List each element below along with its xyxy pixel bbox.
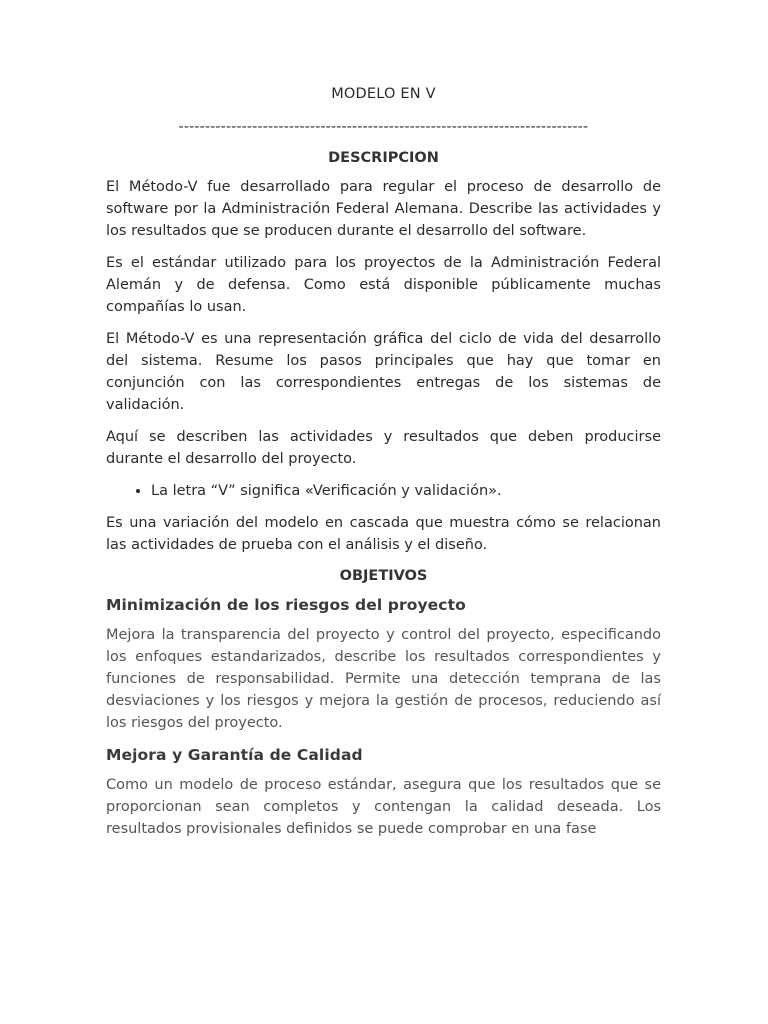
paragraph: El Método-V fue desarrollado para regular el proceso de desarrollo de software por la Administración Federal Alemana. Describe las actividades y los resultados que se producen durante el desarrollo del software. <box>106 179 661 239</box>
subsection-paragraph: Mejora la transparencia del proyecto y control del proyecto, especificando los enfoques estandarizados, describe los resultados correspondientes y funciones de responsabilidad. Permite una detección temprana de las desviaciones y los riesgos y mejora la gestión de procesos, reduciendo así los riesgos del proyecto. <box>106 627 661 731</box>
objetivos-heading: OBJETIVOS <box>339 568 428 584</box>
paragraph: Es el estándar utilizado para los proyectos de la Administración Federal Alemán y de defensa. Como está disponible públicamente muchas compañías lo usan. <box>106 255 661 315</box>
bullet-item: • La letra “V” significa «Verificación y validación». <box>151 480 661 502</box>
descripcion-heading: DESCRIPCION <box>328 150 439 166</box>
paragraph: Aquí se describen las actividades y resultados que deben producirse durante el desarrollo del proyecto. <box>106 429 661 467</box>
dashed-divider: ------------------------------------------------------------------------------ <box>178 119 589 135</box>
bullet-list <box>106 480 661 502</box>
paragraph: El Método-V es una representación gráfica del ciclo de vida del desarrollo del sistema. Resume los pasos principales que hay que tomar en conjunción con las correspondientes entregas de los sistemas de validación. <box>106 331 661 413</box>
subsection-heading: Mejora y Garantía de Calidad <box>106 746 363 764</box>
paragraph: Es una variación del modelo en cascada que muestra cómo se relacionan las actividades de prueba con el análisis y el diseño. <box>106 515 661 553</box>
document-page <box>106 84 661 850</box>
document-title: MODELO EN V <box>331 86 436 102</box>
subsection-heading: Minimización de los riesgos del proyecto <box>106 596 466 614</box>
subsection-paragraph: Como un modelo de proceso estándar, asegura que los resultados que se proporcionan sean completos y contengan la calidad deseada. Los resultados provisionales definidos se puede comprobar en una fase <box>106 777 661 837</box>
